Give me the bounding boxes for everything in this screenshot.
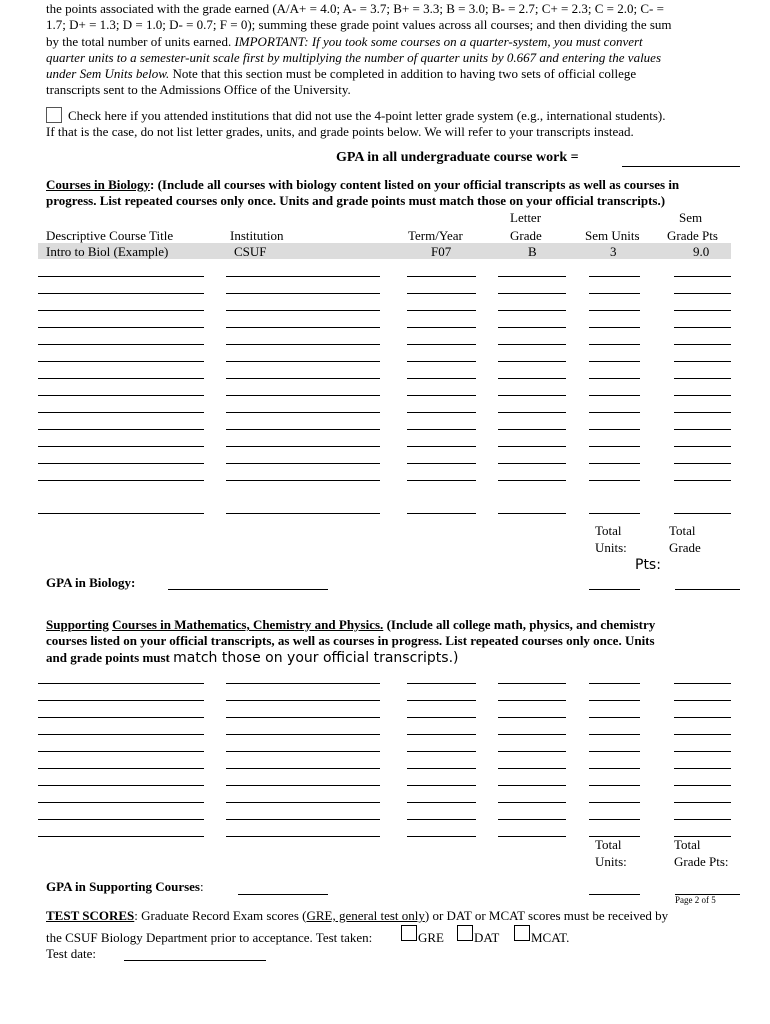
- supporting-heading-rest: (Include all college math, physics, and chemistry: [386, 617, 656, 632]
- sup-row-6-grade-field[interactable]: [498, 768, 566, 769]
- example-grade: B: [528, 244, 537, 259]
- sup-row-4-term-year-field[interactable]: [407, 734, 476, 735]
- example-units: 3: [610, 244, 617, 259]
- bio-row-11-course-title-field[interactable]: [38, 446, 204, 447]
- sup-row-10-course-title-field[interactable]: [38, 836, 204, 837]
- bio-row-10-institution-field[interactable]: [226, 429, 380, 430]
- bio-row-8-course-title-field[interactable]: [38, 395, 204, 396]
- sup-row-7-course-title-field[interactable]: [38, 785, 204, 786]
- sup-row-8-sem-units-field[interactable]: [589, 802, 640, 803]
- bio-row-3-term-year-field[interactable]: [407, 310, 476, 311]
- sup-row-8-term-year-field[interactable]: [407, 802, 476, 803]
- bio-row-1-sem-units-field[interactable]: [589, 276, 640, 277]
- gpa-biology-label: GPA in Biology:: [46, 575, 136, 590]
- biology-heading-line-2: progress. List repeated courses only once. Units and grade points must match those on your official transcripts.): [46, 193, 666, 208]
- sup-row-3-institution-field[interactable]: [226, 717, 380, 718]
- bio-row-11-term-year-field[interactable]: [407, 446, 476, 447]
- sup-row-4-grade-field[interactable]: [498, 734, 566, 735]
- example-course: Intro to Biol (Example): [46, 244, 169, 259]
- sup-total-grade-label-1: Total: [674, 837, 701, 852]
- header-sem-units: Sem Units: [585, 228, 640, 243]
- gre-label: GRE: [418, 930, 444, 945]
- bio-row-6-course-title-field[interactable]: [38, 361, 204, 362]
- bio-row-12-course-title-field[interactable]: [38, 463, 204, 464]
- bio-row-12-sem-units-field[interactable]: [589, 463, 640, 464]
- bio-row-14-course-title-field[interactable]: [38, 513, 204, 514]
- bio-row-2-institution-field[interactable]: [226, 293, 380, 294]
- bio-row-3-sem-units-field[interactable]: [589, 310, 640, 311]
- bio-row-9-institution-field[interactable]: [226, 412, 380, 413]
- bio-total-grade-label-2: Grade: [669, 540, 701, 555]
- sup-row-1-course-title-field[interactable]: [38, 683, 204, 684]
- sup-row-3-course-title-field[interactable]: [38, 717, 204, 718]
- bio-row-8-sem-units-field[interactable]: [589, 395, 640, 396]
- bio-row-13-course-title-field[interactable]: [38, 480, 204, 481]
- checkbox-note-line-1: Check here if you attended institutions that did not use the 4-point letter grade system (e.g., international students).: [68, 108, 666, 123]
- supporting-heading-title-2: Courses in Mathematics, Chemistry and Physics.: [112, 617, 384, 632]
- example-term: F07: [431, 244, 452, 259]
- bio-row-10-sem-units-field[interactable]: [589, 429, 640, 430]
- page-number: Page 2 of 5: [675, 895, 716, 905]
- bio-row-4-sem-units-field[interactable]: [589, 327, 640, 328]
- sup-row-8-course-title-field[interactable]: [38, 802, 204, 803]
- intro-line-5: [46, 66, 636, 82]
- sup-row-9-course-title-field[interactable]: [38, 819, 204, 820]
- sup-row-2-term-year-field[interactable]: [407, 700, 476, 701]
- bio-row-10-grade-field[interactable]: [498, 429, 566, 430]
- sup-row-6-term-year-field[interactable]: [407, 768, 476, 769]
- bio-row-11-grade-field[interactable]: [498, 446, 566, 447]
- sup-total-units-field[interactable]: [589, 894, 640, 895]
- bio-total-units-label-1: Total: [595, 523, 622, 538]
- bio-row-3-grade-pts-field[interactable]: [674, 310, 731, 311]
- sup-row-7-grade-pts-field[interactable]: [674, 785, 731, 786]
- bio-row-5-course-title-field[interactable]: [38, 344, 204, 345]
- bio-row-5-institution-field[interactable]: [226, 344, 380, 345]
- bio-row-7-sem-units-field[interactable]: [589, 378, 640, 379]
- biology-heading-rest: : (Include all courses with biology content listed on your official transcripts as well as courses in: [150, 177, 680, 192]
- sup-row-2-grade-field[interactable]: [498, 700, 566, 701]
- bio-row-10-grade-pts-field[interactable]: [674, 429, 731, 430]
- dat-label: DAT: [474, 930, 500, 945]
- sup-row-9-sem-units-field[interactable]: [589, 819, 640, 820]
- test-scores-line-1: [46, 908, 668, 924]
- example-pts: 9.0: [693, 244, 710, 259]
- sup-row-9-grade-field[interactable]: [498, 819, 566, 820]
- bio-row-9-sem-units-field[interactable]: [589, 412, 640, 413]
- sup-row-8-grade-pts-field[interactable]: [674, 802, 731, 803]
- sup-row-1-term-year-field[interactable]: [407, 683, 476, 684]
- sup-row-3-grade-pts-field[interactable]: [674, 717, 731, 718]
- gpa-supporting-field[interactable]: [238, 894, 328, 895]
- sup-row-8-grade-field[interactable]: [498, 802, 566, 803]
- bio-row-3-institution-field[interactable]: [226, 310, 380, 311]
- bio-row-12-grade-pts-field[interactable]: [674, 463, 731, 464]
- bio-row-1-institution-field[interactable]: [226, 276, 380, 277]
- bio-row-13-grade-pts-field[interactable]: [674, 480, 731, 481]
- important-note: IMPORTANT: If you took some courses on a quarter-system, you must convert: [234, 34, 643, 49]
- header-letter: Letter: [510, 210, 542, 225]
- gpa-supporting-colon: :: [200, 879, 204, 894]
- bio-row-4-institution-field[interactable]: [226, 327, 380, 328]
- bio-row-8-term-year-field[interactable]: [407, 395, 476, 396]
- header-sem: Sem: [679, 210, 703, 225]
- bio-row-6-sem-units-field[interactable]: [589, 361, 640, 362]
- bio-row-13-sem-units-field[interactable]: [589, 480, 640, 481]
- bio-row-9-course-title-field[interactable]: [38, 412, 204, 413]
- supporting-heading-line-2: courses listed on your official transcripts, as well as courses in progress. List repeated courses only once. Units: [46, 633, 655, 648]
- test-date-field[interactable]: [124, 960, 266, 961]
- example-institution: CSUF: [234, 244, 267, 259]
- header-course-title: Descriptive Course Title: [46, 228, 174, 243]
- sup-row-1-grade-pts-field[interactable]: [674, 683, 731, 684]
- bio-row-14-sem-units-field[interactable]: [589, 513, 640, 514]
- gpa-supporting-text: GPA in Supporting Courses: [46, 879, 200, 894]
- sup-row-4-course-title-field[interactable]: [38, 734, 204, 735]
- bio-row-2-course-title-field[interactable]: [38, 293, 204, 294]
- gpa-supporting-label: [46, 879, 204, 895]
- sup-row-9-institution-field[interactable]: [226, 819, 380, 820]
- bio-row-8-grade-pts-field[interactable]: [674, 395, 731, 396]
- intro-line-5b: Note that this section must be completed in addition to having two sets of official college: [172, 66, 637, 81]
- sup-row-9-term-year-field[interactable]: [407, 819, 476, 820]
- supporting-heading-line-3: [46, 650, 459, 666]
- bio-row-2-sem-units-field[interactable]: [589, 293, 640, 294]
- intro-line-1: the points associated with the grade earned (A/A+ = 4.0; A- = 3.7; B+ = 3.3; B = 3.0; B- = 2.7; C+ = 2.3; C = 2.0; C- =: [46, 1, 664, 16]
- bio-row-13-term-year-field[interactable]: [407, 480, 476, 481]
- gpa-all-field[interactable]: [622, 166, 740, 167]
- bio-row-6-institution-field[interactable]: [226, 361, 380, 362]
- bio-total-units-label-2: Units:: [595, 540, 627, 555]
- bio-row-13-institution-field[interactable]: [226, 480, 380, 481]
- bio-row-9-term-year-field[interactable]: [407, 412, 476, 413]
- sup-row-10-term-year-field[interactable]: [407, 836, 476, 837]
- bio-row-12-grade-field[interactable]: [498, 463, 566, 464]
- bio-row-7-institution-field[interactable]: [226, 378, 380, 379]
- sup-row-2-grade-pts-field[interactable]: [674, 700, 731, 701]
- sup-row-7-term-year-field[interactable]: [407, 785, 476, 786]
- test-scores-text-2: ) or DAT or MCAT scores must be received by: [424, 908, 669, 923]
- sup-row-7-sem-units-field[interactable]: [589, 785, 640, 786]
- bio-row-2-grade-field[interactable]: [498, 293, 566, 294]
- sup-row-6-sem-units-field[interactable]: [589, 768, 640, 769]
- sup-row-4-institution-field[interactable]: [226, 734, 380, 735]
- sup-row-5-course-title-field[interactable]: [38, 751, 204, 752]
- sup-row-1-grade-field[interactable]: [498, 683, 566, 684]
- sup-row-6-institution-field[interactable]: [226, 768, 380, 769]
- bio-row-1-grade-field[interactable]: [498, 276, 566, 277]
- mcat-label: MCAT.: [531, 930, 570, 945]
- sup-row-4-grade-pts-field[interactable]: [674, 734, 731, 735]
- sup-row-3-grade-field[interactable]: [498, 717, 566, 718]
- bio-row-8-institution-field[interactable]: [226, 395, 380, 396]
- bio-row-9-grade-pts-field[interactable]: [674, 412, 731, 413]
- intro-line-3: [46, 34, 643, 50]
- bio-row-4-grade-field[interactable]: [498, 327, 566, 328]
- bio-row-3-grade-field[interactable]: [498, 310, 566, 311]
- sup-row-5-grade-field[interactable]: [498, 751, 566, 752]
- header-term-year: Term/Year: [408, 228, 463, 243]
- sup-total-units-label-2: Units:: [595, 854, 627, 869]
- bio-row-6-term-year-field[interactable]: [407, 361, 476, 362]
- bio-row-2-grade-pts-field[interactable]: [674, 293, 731, 294]
- intro-line-3a: by the total number of units earned.: [46, 34, 232, 49]
- bio-total-grade-label-3: Pts:: [635, 557, 661, 573]
- bio-row-10-course-title-field[interactable]: [38, 429, 204, 430]
- bio-row-11-grade-pts-field[interactable]: [674, 446, 731, 447]
- bio-total-grade-label-1: Total: [669, 523, 696, 538]
- sup-row-3-sem-units-field[interactable]: [589, 717, 640, 718]
- bio-total-grade-pts-field[interactable]: [675, 589, 740, 590]
- biology-heading: [46, 177, 679, 193]
- bio-row-2-term-year-field[interactable]: [407, 293, 476, 294]
- gre-checkbox[interactable]: [401, 925, 417, 941]
- intro-line-4: quarter units to a semester-unit scale first by multiplying the number of quarter units by 0.667 and entering the values: [46, 50, 662, 65]
- bio-row-10-term-year-field[interactable]: [407, 429, 476, 430]
- intro-line-5a: under Sem Units below.: [46, 66, 170, 81]
- bio-row-5-sem-units-field[interactable]: [589, 344, 640, 345]
- sup-row-9-grade-pts-field[interactable]: [674, 819, 731, 820]
- bio-row-5-grade-pts-field[interactable]: [674, 344, 731, 345]
- bio-row-6-grade-field[interactable]: [498, 361, 566, 362]
- sup-row-5-term-year-field[interactable]: [407, 751, 476, 752]
- bio-row-11-institution-field[interactable]: [226, 446, 380, 447]
- intro-line-2: 1.7; D+ = 1.3; D = 1.0; D- = 0.7; F = 0); summing these grade point values across all courses; and then dividing the sum: [46, 17, 672, 32]
- sup-row-1-sem-units-field[interactable]: [589, 683, 640, 684]
- bio-row-7-term-year-field[interactable]: [407, 378, 476, 379]
- supporting-heading-title-1: Supporting: [46, 617, 109, 632]
- bio-row-1-term-year-field[interactable]: [407, 276, 476, 277]
- test-scores-text-1: : Graduate Record Exam scores (: [134, 908, 307, 923]
- bio-row-7-course-title-field[interactable]: [38, 378, 204, 379]
- sup-row-6-grade-pts-field[interactable]: [674, 768, 731, 769]
- sup-row-8-institution-field[interactable]: [226, 802, 380, 803]
- bio-total-units-field[interactable]: [589, 589, 640, 590]
- header-grade: Grade: [510, 228, 542, 243]
- sup-row-5-sem-units-field[interactable]: [589, 751, 640, 752]
- sup-row-2-institution-field[interactable]: [226, 700, 380, 701]
- bio-row-14-grade-pts-field[interactable]: [674, 513, 731, 514]
- bio-row-13-grade-field[interactable]: [498, 480, 566, 481]
- sup-row-10-institution-field[interactable]: [226, 836, 380, 837]
- gpa-all-label: GPA in all undergraduate course work =: [336, 150, 579, 165]
- checkbox-note-line-2: If that is the case, do not list letter grades, units, and grade points below. We will refer to your transcripts instead.: [46, 124, 634, 139]
- dat-checkbox[interactable]: [457, 925, 473, 941]
- bio-row-7-grade-pts-field[interactable]: [674, 378, 731, 379]
- sup-row-1-institution-field[interactable]: [226, 683, 380, 684]
- bio-row-5-term-year-field[interactable]: [407, 344, 476, 345]
- bio-row-12-institution-field[interactable]: [226, 463, 380, 464]
- biology-heading-title: Courses in Biology: [46, 177, 151, 192]
- bio-row-14-grade-field[interactable]: [498, 513, 566, 514]
- sup-row-2-course-title-field[interactable]: [38, 700, 204, 701]
- sup-total-units-label-1: Total: [595, 837, 622, 852]
- bio-row-4-term-year-field[interactable]: [407, 327, 476, 328]
- test-scores-gre-note: GRE, general test only: [306, 908, 425, 923]
- sup-row-10-grade-field[interactable]: [498, 836, 566, 837]
- supporting-heading: [46, 617, 655, 633]
- bio-row-14-term-year-field[interactable]: [407, 513, 476, 514]
- bio-row-14-institution-field[interactable]: [226, 513, 380, 514]
- header-institution: Institution: [230, 228, 284, 243]
- sup-row-5-grade-pts-field[interactable]: [674, 751, 731, 752]
- test-date-label: Test date:: [46, 946, 96, 961]
- bio-row-4-course-title-field[interactable]: [38, 327, 204, 328]
- sup-row-7-institution-field[interactable]: [226, 785, 380, 786]
- bio-row-6-grade-pts-field[interactable]: [674, 361, 731, 362]
- gpa-biology-field[interactable]: [168, 589, 328, 590]
- test-scores-label: TEST SCORES: [46, 908, 135, 923]
- test-taken-line: the CSUF Biology Department prior to acceptance. Test taken:: [46, 930, 373, 945]
- bio-row-8-grade-field[interactable]: [498, 395, 566, 396]
- bio-row-3-course-title-field[interactable]: [38, 310, 204, 311]
- supporting-line-3b: match those on your official transcripts.): [173, 650, 459, 666]
- sup-row-4-sem-units-field[interactable]: [589, 734, 640, 735]
- supporting-line-3a: and grade points must: [46, 650, 170, 665]
- sup-row-7-grade-field[interactable]: [498, 785, 566, 786]
- bio-row-9-grade-field[interactable]: [498, 412, 566, 413]
- bio-row-12-term-year-field[interactable]: [407, 463, 476, 464]
- intro-line-6: transcripts sent to the Admissions Office of the University.: [46, 82, 351, 97]
- bio-row-1-course-title-field[interactable]: [38, 276, 204, 277]
- bio-row-1-grade-pts-field[interactable]: [674, 276, 731, 277]
- header-grade-pts: Grade Pts: [667, 228, 718, 243]
- non-letter-grade-checkbox[interactable]: [46, 107, 62, 123]
- bio-row-7-grade-field[interactable]: [498, 378, 566, 379]
- sup-total-grade-label-2: Grade Pts:: [674, 854, 729, 869]
- sup-row-2-sem-units-field[interactable]: [589, 700, 640, 701]
- bio-row-5-grade-field[interactable]: [498, 344, 566, 345]
- bio-row-11-sem-units-field[interactable]: [589, 446, 640, 447]
- sup-row-6-course-title-field[interactable]: [38, 768, 204, 769]
- sup-row-3-term-year-field[interactable]: [407, 717, 476, 718]
- sup-row-5-institution-field[interactable]: [226, 751, 380, 752]
- bio-row-4-grade-pts-field[interactable]: [674, 327, 731, 328]
- mcat-checkbox[interactable]: [514, 925, 530, 941]
